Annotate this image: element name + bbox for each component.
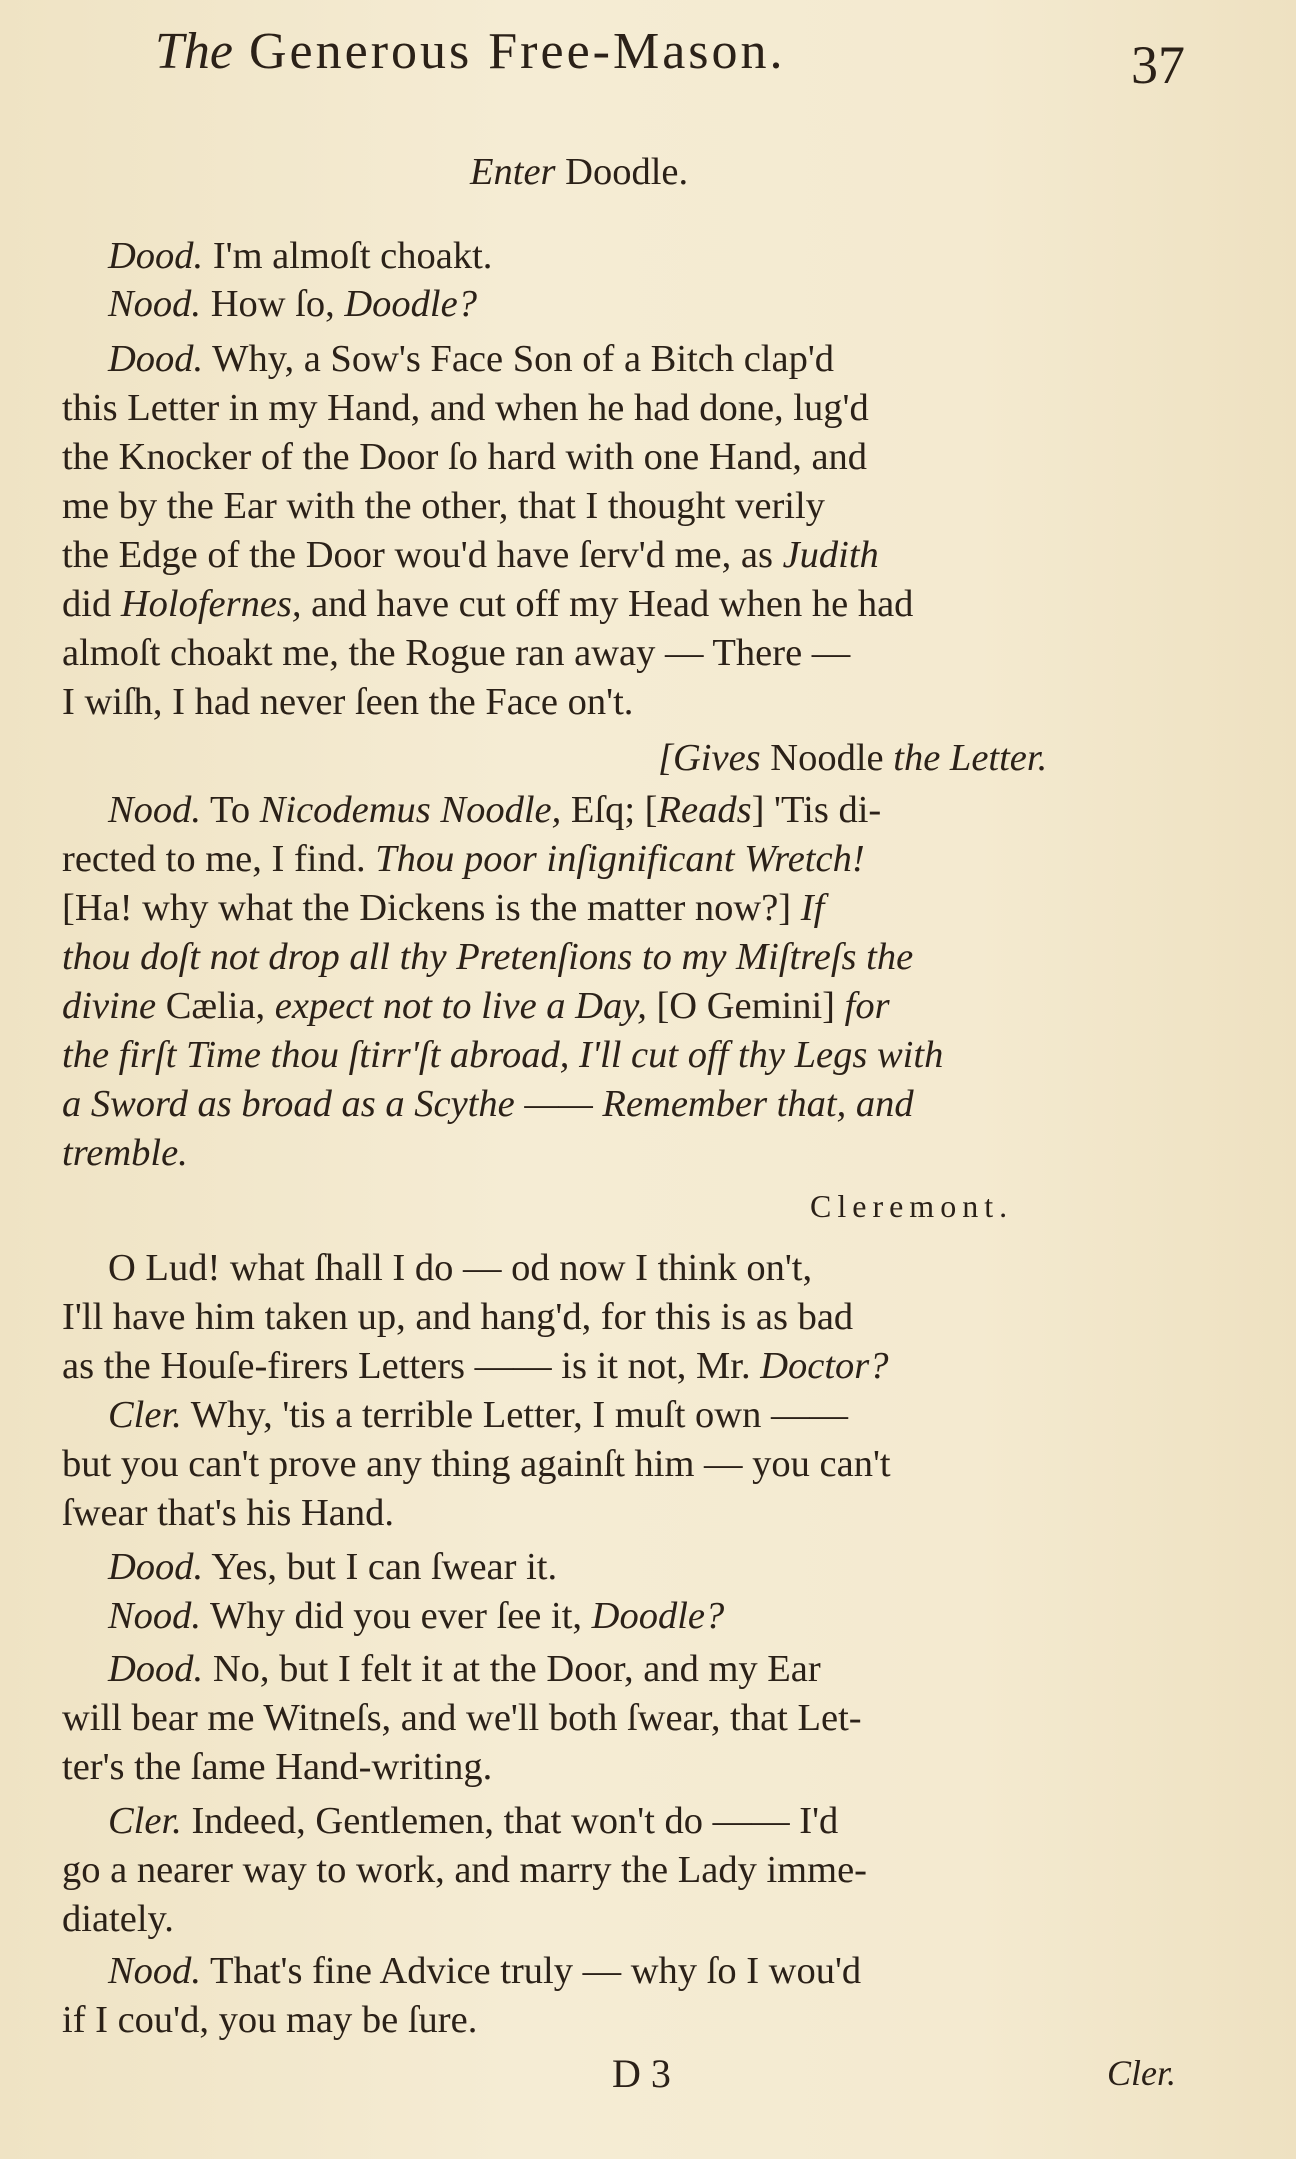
- text-line: rected to me, I find. Thou poor inſignificant Wretch!: [62, 838, 865, 880]
- text-line: a Sword as broad as a Scythe —— Remember that, and: [62, 1083, 914, 1125]
- running-title-text: Generous Free-Mason.: [249, 23, 786, 80]
- text-line: Dood. I'm almoſt choakt.: [108, 235, 493, 277]
- text-line: I wiſh, I had never ſeen the Face on't.: [62, 681, 634, 723]
- text-line: me by the Ear with the other, that I thought verily: [62, 485, 825, 527]
- text-line: I'll have him taken up, and hang'd, for this is as bad: [62, 1296, 854, 1338]
- stage-direction-gives: [Gives Noodle the Letter.: [658, 737, 1048, 779]
- text-line: this Letter in my Hand, and when he had done, lug'd: [62, 387, 869, 429]
- signature-mark: D 3: [612, 2051, 671, 2096]
- text-line: Dood. No, but I felt it at the Door, and my Ear: [108, 1648, 821, 1690]
- text-line: O Lud! what ſhall I do — od now I think on't,: [108, 1247, 813, 1289]
- text-line: tremble.: [62, 1132, 188, 1174]
- text-line: thou doſt not drop all thy Pretenſions to my Miſtreſs the: [62, 936, 914, 978]
- running-title: [155, 22, 786, 81]
- text-line: but you can't prove any thing againſt him — you can't: [62, 1443, 891, 1485]
- text-line: will bear me Witneſs, and we'll both ſwear, that Let-: [62, 1697, 862, 1739]
- text-line: Nood. How ſo, Doodle?: [108, 283, 477, 325]
- running-title-the: The: [155, 23, 233, 80]
- text-line: ſwear that's his Hand.: [62, 1492, 394, 1534]
- text-line: Nood. Why did you ever ſee it, Doodle?: [108, 1595, 725, 1637]
- text-line: the Knocker of the Door ſo hard with one Hand, and: [62, 436, 868, 478]
- text-line: the firſt Time thou ſtirr'ſt abroad, I'll cut off thy Legs with: [62, 1034, 944, 1076]
- text-line: Cler. Indeed, Gentlemen, that won't do —— I'd: [108, 1800, 839, 1842]
- page-footer: [0, 2050, 1296, 2110]
- text-line: Dood. Yes, but I can ſwear it.: [108, 1546, 558, 1588]
- text-line: if I cou'd, you may be ſure.: [62, 1999, 478, 2041]
- text-line: divine Cælia, expect not to live a Day, [O Gemini] for: [62, 985, 890, 1027]
- text-line: Nood. To Nicodemus Noodle, Eſq; [Reads] 'Tis di-: [108, 789, 882, 831]
- text-line: diately.: [62, 1898, 174, 1940]
- text-line: Nood. That's fine Advice truly — why ſo I wou'd: [108, 1950, 862, 1992]
- text-line: almoſt choakt me, the Rogue ran away — There —: [62, 632, 851, 674]
- text-line: ter's the ſame Hand-writing.: [62, 1746, 493, 1788]
- stage-direction-enter: Enter Doodle.: [470, 151, 689, 193]
- text-line: the Edge of the Door wou'd have ſerv'd me, as Judith: [62, 534, 879, 576]
- text-line: Cler. Why, 'tis a terrible Letter, I muſt own ——: [108, 1394, 848, 1436]
- catchword: Cler.: [1106, 2053, 1176, 2093]
- text-line: as the Houſe-firers Letters —— is it not, Mr. Doctor?: [62, 1345, 889, 1387]
- running-header: [155, 14, 1185, 94]
- text-line: did Holofernes, and have cut off my Head when he had: [62, 583, 914, 625]
- text-line: go a nearer way to work, and marry the Lady imme-: [62, 1849, 867, 1891]
- page-number: 37: [1131, 35, 1185, 95]
- text-line: [Ha! why what the Dickens is the matter now?] If: [62, 887, 825, 929]
- letter-signature: Cleremont.: [810, 1188, 1014, 1224]
- text-line: Dood. Why, a Sow's Face Son of a Bitch clap'd: [108, 338, 835, 380]
